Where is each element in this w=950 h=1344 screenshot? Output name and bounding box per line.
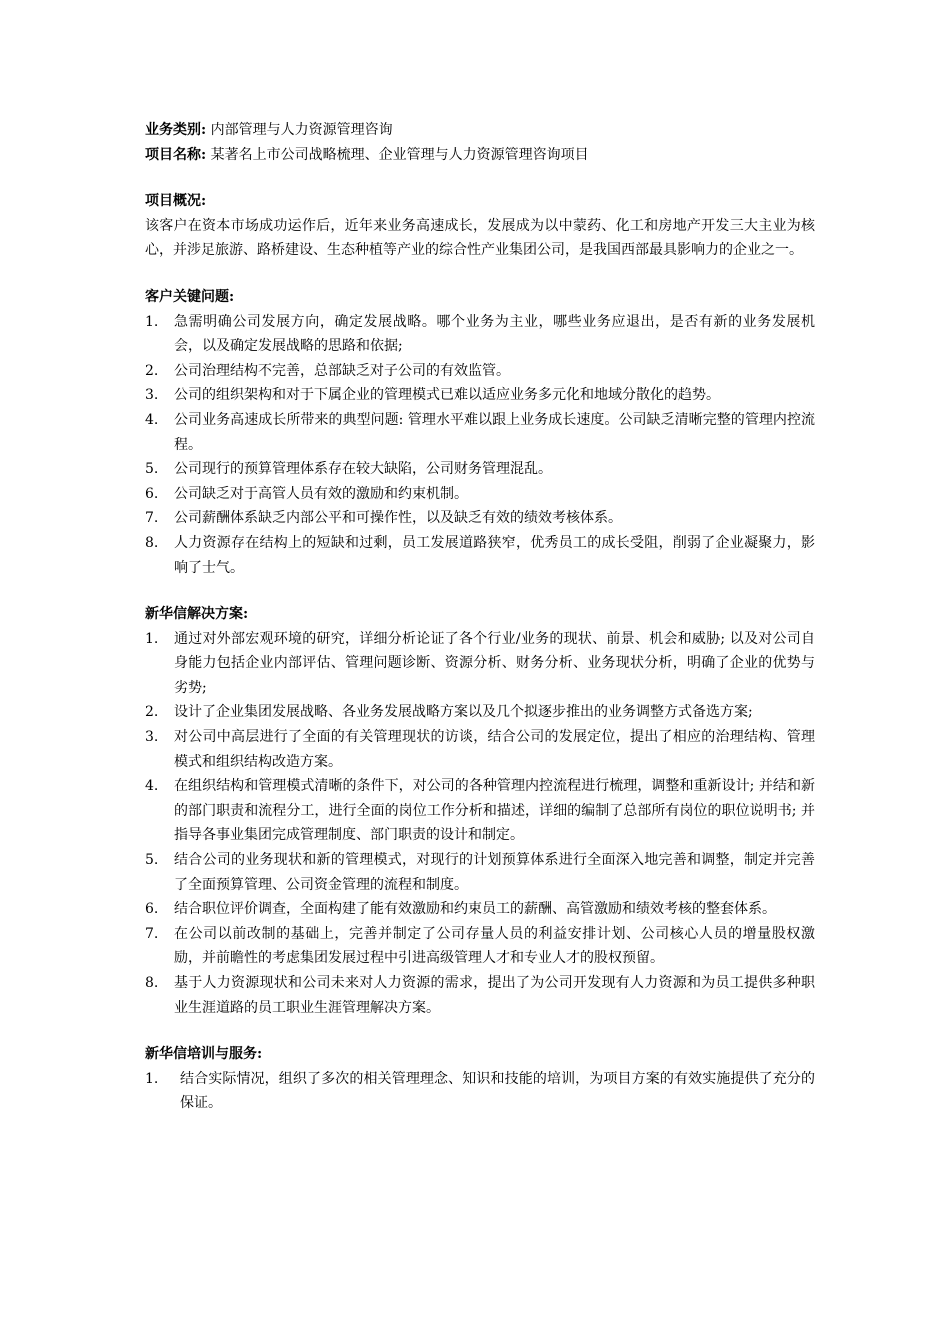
list-item <box>145 774 815 848</box>
training-heading: 新华信培训与服务: <box>145 1046 263 1063</box>
solutions-heading: 新华信解决方案: <box>145 606 249 623</box>
item-text: 结合职位评价调查，全面构建了能有效激励和约束员工的薪酬、高管激励和绩效考核的整套体系。 <box>174 901 776 918</box>
item-number: 7. <box>145 510 159 527</box>
item-number: 4. <box>145 778 159 795</box>
item-number: 2. <box>145 704 159 721</box>
list-item <box>145 408 815 457</box>
item-text: 公司的组织架构和对于下属企业的管理模式已难以适应业务多元化和地域分散化的趋势。 <box>174 387 720 404</box>
list-item <box>145 1067 815 1116</box>
item-text: 公司业务高速成长所带来的典型问题: 管理水平难以跟上业务成长速度。公司缺乏清晰完整的管理内控流程。 <box>174 411 815 453</box>
item-number: 8. <box>145 534 159 551</box>
list-item <box>145 457 815 482</box>
list-item <box>145 310 815 359</box>
item-text: 在公司以前改制的基础上，完善并制定了公司存量人员的利益安排计划、公司核心人员的增量股权激励，并前瞻性的考虑集团发展过程中引进高级管理人才和专业人才的股权预留。 <box>174 925 815 967</box>
item-number: 3. <box>145 387 159 404</box>
item-number: 5. <box>145 461 159 478</box>
item-text: 在组织结构和管理模式清晰的条件下，对公司的各种管理内控流程进行梳理，调整和重新设计; 并结和新的部门职责和流程分工，进行全面的岗位工作分析和描述，详细的编制了总部所有岗位的职位说明书; 并指导各事业集团完成管理制度、部门职责的设计和制定。 <box>174 778 815 844</box>
item-number: 7. <box>145 925 159 942</box>
item-text: 通过对外部宏观环境的研究，详细分析论证了各个行业/业务的现状、前景、机会和威胁; 以及对公司自身能力包括企业内部评估、管理问题诊断、资源分析、财务分析、业务现状分析，明确了企业的优势与劣势; <box>174 630 815 696</box>
item-text: 公司缺乏对于高管人员有效的激励和约束机制。 <box>174 485 468 502</box>
item-number: 1. <box>145 630 159 647</box>
list-item <box>145 627 815 701</box>
overview-text: 该客户在资本市场成功运作后，近年来业务高速成长，发展成为以中蒙药、化工和房地产开发三大主业为核心，并涉足旅游、路桥建设、生态种植等产业的综合性产业集团公司，是我国西部最具影响力的企业之一。 <box>145 217 815 259</box>
item-number: 5. <box>145 852 159 869</box>
overview-heading: 项目概况: <box>145 193 207 210</box>
item-text: 基于人力资源现状和公司未来对人力资源的需求，提出了为公司开发现有人力资源和为员工提供多种职业生涯道路的员工职业生涯管理解决方案。 <box>174 975 815 1016</box>
solutions-list <box>145 627 815 1021</box>
item-text: 对公司中高层进行了全面的有关管理现状的访谈，结合公司的发展定位，提出了相应的治理结构、管理模式和组织结构改造方案。 <box>174 729 815 770</box>
item-text: 结合公司的业务现状和新的管理模式，对现行的计划预算体系进行全面深入地完善和调整，制定并完善了全面预算管理、公司资金管理的流程和制度。 <box>174 852 815 893</box>
list-item <box>145 506 815 531</box>
project-name-line <box>145 143 815 168</box>
list-item <box>145 383 815 408</box>
item-text: 公司薪酬体系缺乏内部公平和可操作性，以及缺乏有效的绩效考核体系。 <box>174 510 622 527</box>
document-content <box>145 118 815 1116</box>
item-number: 1. <box>145 1070 159 1087</box>
item-text: 结合实际情况，组织了多次的相关管理理念、知识和技能的培训，为项目方案的有效实施提供了充分的保证。 <box>180 1070 815 1112</box>
list-item <box>145 725 815 774</box>
list-item <box>145 482 815 507</box>
project-name-value: 某著名上市公司战略梳理、企业管理与人力资源管理咨询项目 <box>210 146 589 163</box>
list-item <box>145 971 815 1020</box>
project-name-label: 项目名称: <box>145 146 207 163</box>
list-item <box>145 700 815 725</box>
list-item <box>145 897 815 922</box>
item-number: 3. <box>145 729 159 746</box>
training-list <box>145 1067 815 1116</box>
item-text: 公司现行的预算管理体系存在较大缺陷，公司财务管理混乱。 <box>174 461 552 478</box>
item-number: 8. <box>145 975 159 991</box>
item-number: 1. <box>145 313 159 330</box>
problems-heading: 客户关键问题: <box>145 288 235 305</box>
item-number: 4. <box>145 411 159 428</box>
list-item <box>145 922 815 971</box>
item-number: 6. <box>145 485 159 502</box>
list-item <box>145 531 815 580</box>
problems-list <box>145 310 815 581</box>
item-text: 人力资源存在结构上的短缺和过剩，员工发展道路狭窄，优秀员工的成长受阻，削弱了企业凝聚力，影响了士气。 <box>174 534 815 576</box>
business-category-value: 内部管理与人力资源管理咨询 <box>210 122 393 138</box>
business-category-line <box>145 118 815 143</box>
item-number: 6. <box>145 901 159 918</box>
item-number: 2. <box>145 362 159 379</box>
item-text: 公司治理结构不完善，总部缺乏对子公司的有效监管。 <box>174 362 510 379</box>
item-text: 设计了企业集团发展战略、各业务发展战略方案以及几个拟逐步推出的业务调整方式备选方案; <box>174 704 753 721</box>
business-category-label: 业务类别: <box>145 122 207 138</box>
list-item <box>145 848 815 897</box>
item-text: 急需明确公司发展方向，确定发展战略。哪个业务为主业，哪些业务应退出，是否有新的业务发展机会，以及确定发展战略的思路和依据; <box>174 313 815 355</box>
list-item <box>145 359 815 384</box>
